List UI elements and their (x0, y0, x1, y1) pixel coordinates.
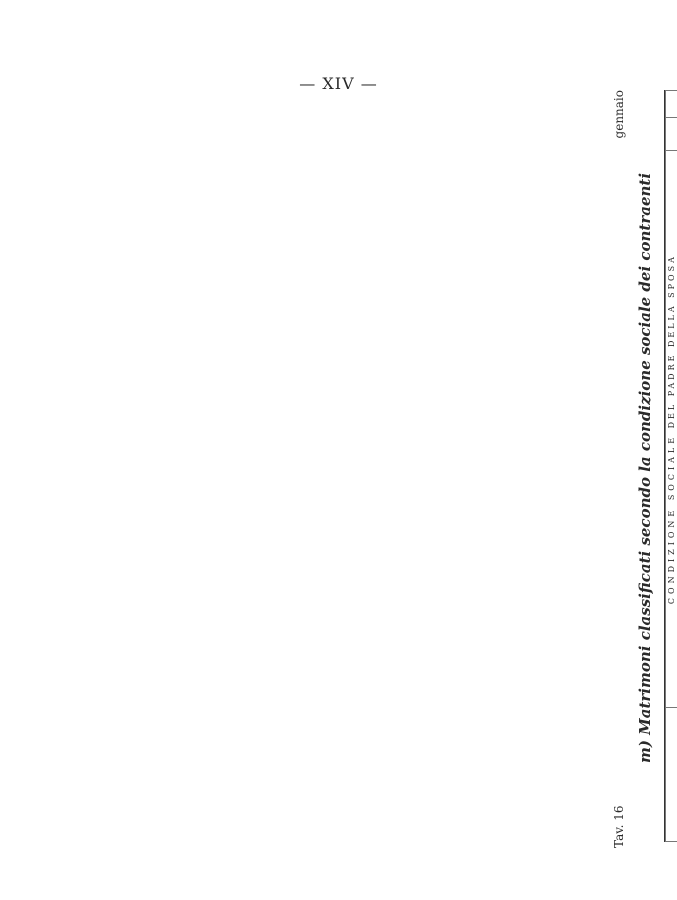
header-condizione-sociale (666, 150, 677, 707)
page-number: — XIV — (299, 74, 378, 93)
table-number: Tav. 16 (612, 805, 626, 848)
data-table (665, 90, 677, 842)
header-condizione-text: CONDIZIONE SOCIALE (667, 433, 676, 605)
data-table-wrapper (664, 90, 677, 842)
table-title: m) Matrimoni classificati secondo la condizione sociale dei contraenti (636, 172, 654, 764)
row-header (666, 708, 677, 842)
header-proporzione (666, 91, 677, 118)
header-padre-text: DEL PADRE DELLA SPOSA (667, 254, 676, 434)
month-label: gennaio (612, 90, 626, 139)
rotated-page (612, 88, 677, 848)
header-totali (666, 118, 677, 151)
